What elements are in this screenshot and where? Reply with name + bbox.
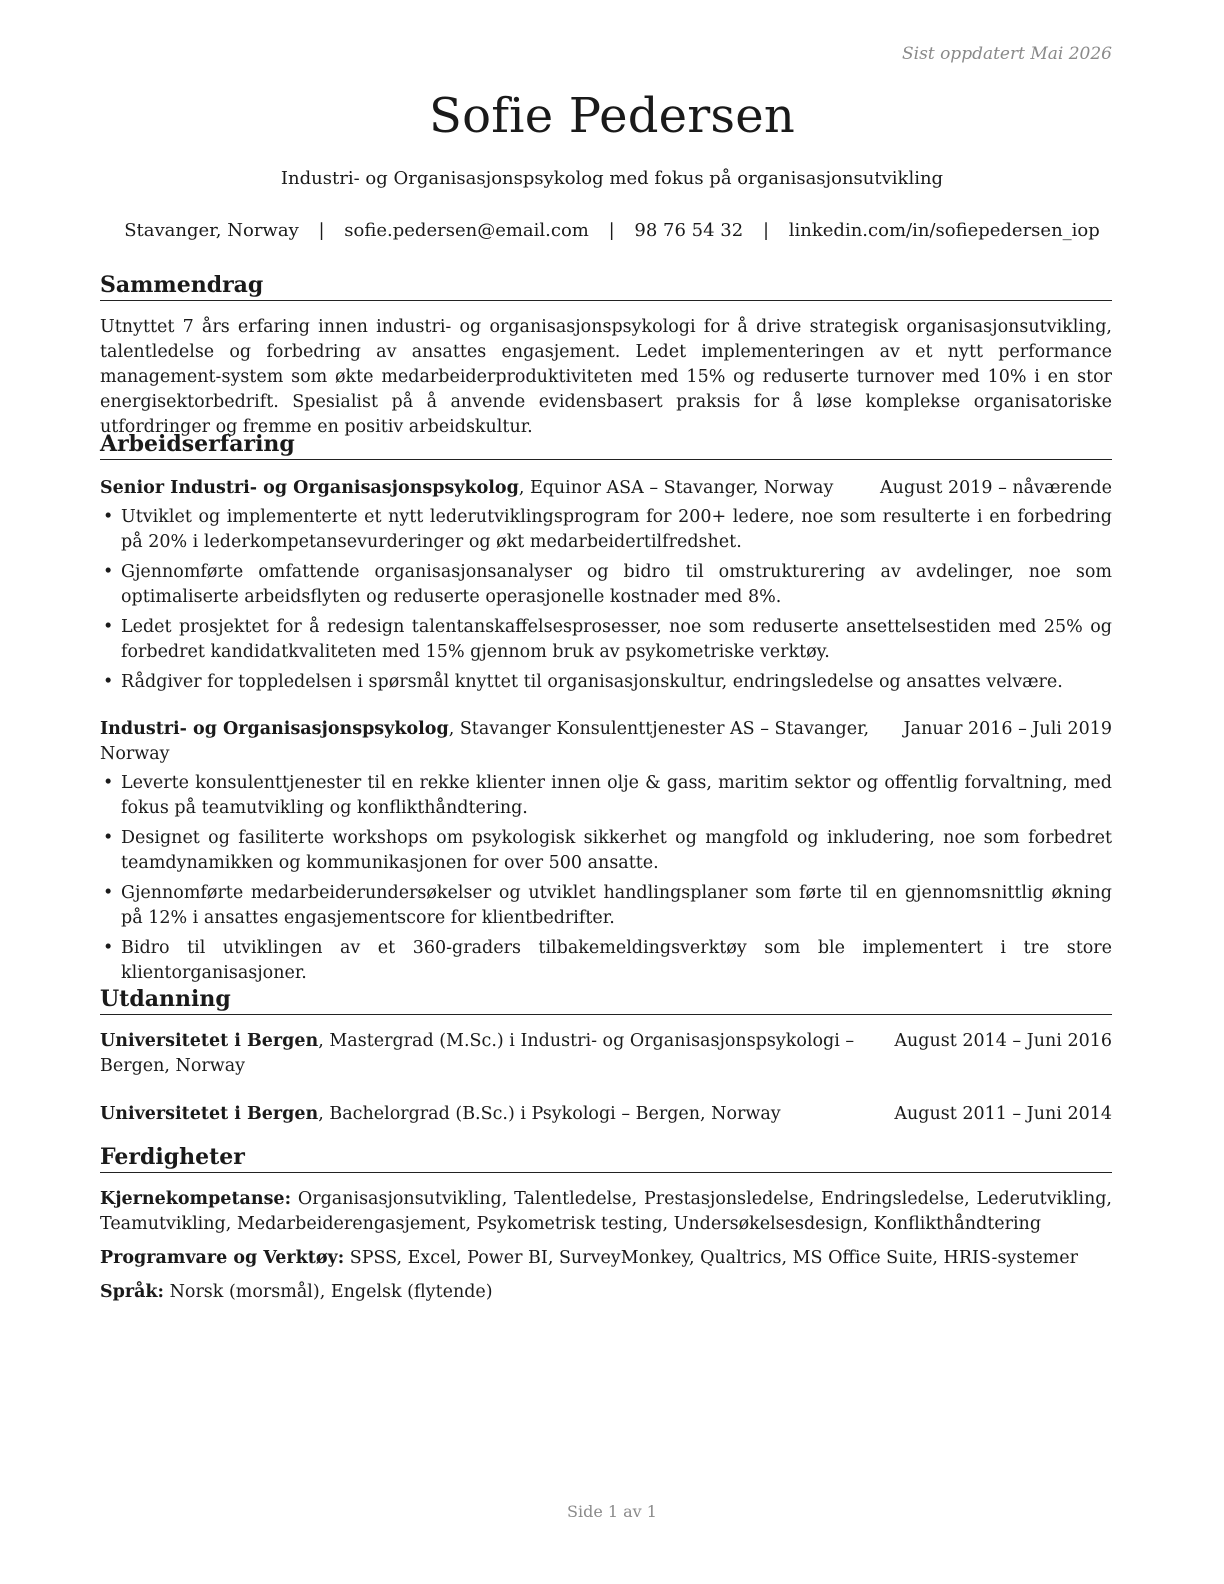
education-degree: , Bachelorgrad (B.Sc.) i Psykologi – Bergen, Norway — [318, 1104, 781, 1124]
candidate-name: Sofie Pedersen — [429, 88, 795, 144]
section-heading-experience: Arbeidserfaring — [100, 430, 1112, 460]
skill-label: Programvare og Verktøy: — [100, 1248, 345, 1268]
job-title: Industri- og Organisasjonspsykolog — [100, 719, 449, 739]
job-bullet-list — [100, 505, 1112, 695]
job-bullet: • Designet og fasiliterte workshops om psykologisk sikkerhet og mangfold og inkludering, noe som forbedret teamdynamikken og kommunikasjonen for over 500 ansatte. — [100, 826, 1112, 876]
section-heading-summary: Sammendrag — [100, 271, 1112, 301]
job-dates: August 2019 – nåværende — [880, 478, 1112, 498]
job-bullet: • Gjennomførte medarbeiderundersøkelser og utviklet handlingsplaner som førte til en gjennomsnittlig økning på 12% i ansattes engasjementscore for klientbedrifter. — [100, 881, 1112, 931]
job-bullet: • Utviklet og implementerte et nytt lederutviklingsprogram for 200+ ledere, noe som resulterte i en forbedring på 20% i lederkompetansevurderinger og økt medarbeidertilfredshet. — [100, 505, 1112, 555]
job-bullet: • Ledet prosjektet for å redesign talentanskaffelsesprosesser, noe som reduserte ansettelsestiden med 25% og forbedret kandidatkvaliteten med 15% gjennom bruk av psykometriske verktøy. — [100, 615, 1112, 665]
section-heading-education: Utdanning — [100, 985, 1112, 1015]
job-entry — [100, 476, 1112, 695]
job-dates: Januar 2016 – Juli 2019 — [903, 719, 1112, 739]
contact-separator: | — [608, 220, 615, 241]
skill-value: Norsk (morsmål), Engelsk (flytende) — [164, 1282, 493, 1302]
job-bullet: • Leverte konsulenttjenester til en rekke klienter innen olje & gass, maritim sektor og offentlig forvaltning, med fokus på teamutvikling og konflikthåndtering. — [100, 771, 1112, 821]
contact-phone: 98 76 54 32 — [634, 220, 744, 241]
education-title-line — [100, 1102, 894, 1127]
education-dates: August 2014 – Juni 2016 — [894, 1031, 1112, 1051]
last-updated-note: Sist oppdatert Mai 2026 — [902, 44, 1112, 64]
candidate-tagline: Industri- og Organisasjonspsykolog med fokus på organisasjonsutvikling — [280, 168, 944, 189]
education-degree: , Mastergrad (M.Sc.) i Industri- og Organisasjonspsykologi – Bergen, Norway — [100, 1031, 855, 1076]
skill-line-software — [100, 1246, 1112, 1271]
job-employer: , Stavanger Konsulenttjenester AS – Stavanger, Norway — [100, 719, 870, 764]
job-bullet-list — [100, 771, 1112, 986]
job-entry — [100, 717, 1112, 986]
job-title: Senior Industri- og Organisasjonspsykolog — [100, 478, 519, 498]
skill-value: SPSS, Excel, Power BI, SurveyMonkey, Qualtrics, MS Office Suite, HRIS-systemer — [344, 1248, 1079, 1268]
skill-label: Kjernekompetanse: — [100, 1189, 292, 1209]
education-entry — [100, 1102, 1112, 1127]
job-title-line — [100, 476, 880, 501]
education-section — [100, 985, 1112, 1127]
education-entry — [100, 1029, 1112, 1079]
job-title-line — [100, 717, 904, 767]
job-bullet: • Gjennomførte omfattende organisasjonsanalyser og bidro til omstrukturering av avdelinger, noe som optimaliserte arbeidsflyten og reduserte operasjonelle kostnader med 8%. — [100, 560, 1112, 610]
contact-separator: | — [318, 220, 325, 241]
section-heading-skills: Ferdigheter — [100, 1143, 1112, 1173]
contact-separator: | — [762, 220, 770, 241]
skill-label: Språk: — [100, 1282, 165, 1302]
contact-line — [0, 220, 1224, 241]
education-school: Universitetet i Bergen — [100, 1031, 319, 1051]
education-title-line — [100, 1029, 894, 1079]
skill-line-languages — [100, 1280, 1112, 1305]
job-employer: , Equinor ASA – Stavanger, Norway — [518, 478, 834, 498]
contact-location: Stavanger, Norway — [124, 220, 299, 241]
summary-text: Utnyttet 7 års erfaring innen industri- og organisasjonspsykologi for å drive strategisk organisasjonsutvikling, talentledelse og forbedring av ansattes engasjement. Ledet implementeringen av et nytt performance management-system som økte medarbeiderproduktiviteten med 15% og reduserte turnover med 10% i en stor energisektorbedrift. Spesialist på å anvende evidensbasert praksis for å løse komplekse organisatoriske utfordringer og fremme en positiv arbeidskultur. — [100, 317, 1112, 437]
page-indicator: Side 1 av 1 — [567, 1502, 657, 1521]
job-bullet: • Rådgiver for toppledelsen i spørsmål knyttet til organisasjonskultur, endringsledelse og ansattes velvære. — [100, 670, 1112, 695]
education-dates: August 2011 – Juni 2014 — [894, 1104, 1112, 1124]
contact-email[interactable]: sofie.pedersen@email.com — [344, 220, 589, 241]
experience-section — [100, 430, 1112, 991]
skills-section — [100, 1143, 1112, 1314]
skill-value: Organisasjonsutvikling, Talentledelse, Prestasjonsledelse, Endringsledelse, Lederutvikling, Teamutvikling, Medarbeiderengasjement, Psykometrisk testing, Undersøkelsesdesign, Konflikthåndtering — [100, 1189, 1112, 1234]
contact-linkedin[interactable]: linkedin.com/in/sofiepedersen_iop — [788, 220, 1100, 241]
summary-section — [100, 271, 1112, 440]
skill-line-core — [100, 1187, 1112, 1237]
job-bullet: • Bidro til utviklingen av et 360-graders tilbakemeldingsverktøy som ble implementert i tre store klientorganisasjoner. — [100, 936, 1112, 986]
education-school: Universitetet i Bergen — [100, 1104, 319, 1124]
